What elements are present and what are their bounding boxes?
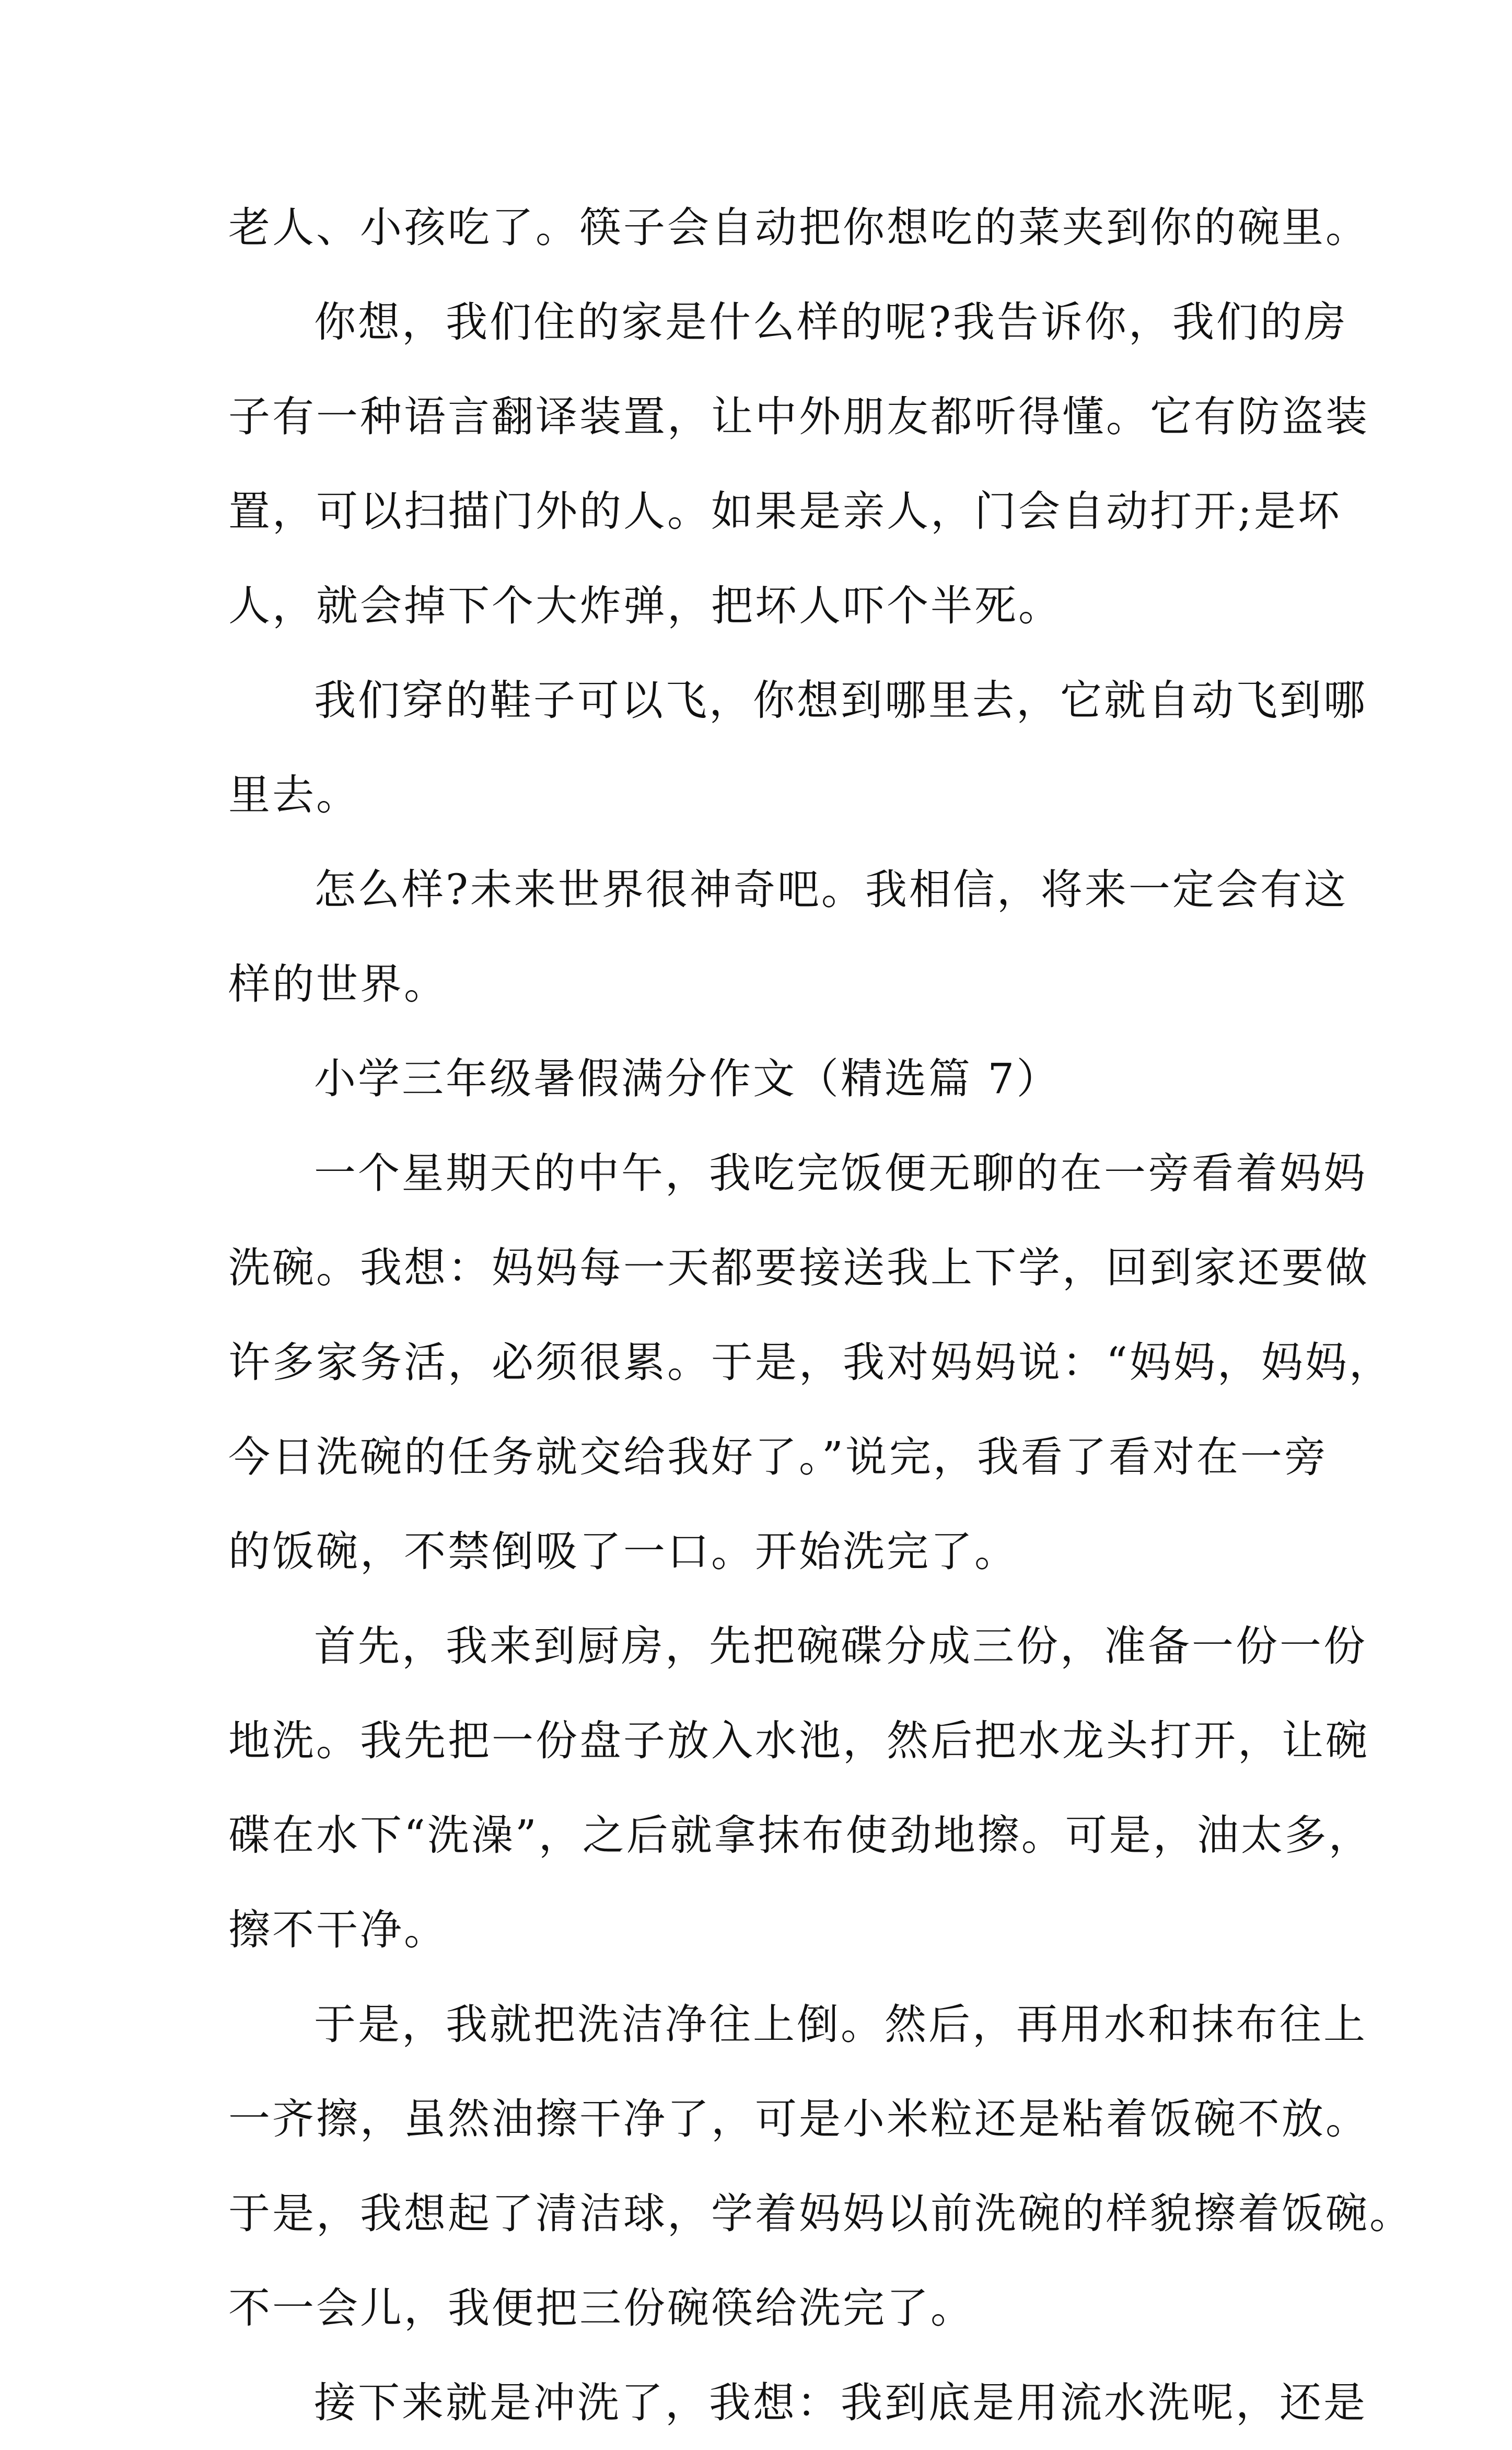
text-line: 的饭碗，不禁倒吸了一口。开始洗完了。 — [228, 1527, 1018, 1576]
text-line: 接下来就是冲洗了，我想：我到底是用流水洗呢，还是 — [314, 2378, 1367, 2427]
document-body — [228, 180, 1413, 2450]
text-line: 擦不干净。 — [228, 1906, 448, 1954]
text-line: 洗碗。我想：妈妈每一天都要接送我上下学，回到家还要做 — [228, 1244, 1369, 1292]
text-line: 你想，我们住的家是什么样的呢?我告诉你，我们的房 — [314, 298, 1348, 346]
section-heading: 小学三年级暑假满分作文（精选篇 7） — [314, 1054, 1061, 1103]
text-line: 人，就会掉下个大炸弹，把坏人吓个半死。 — [228, 582, 1062, 630]
text-line: 里去。 — [228, 771, 360, 819]
text-line: 置，可以扫描门外的人。如果是亲人，门会自动打开;是坏 — [228, 487, 1342, 536]
text-line: 不一会儿，我便把三份碗筷给洗完了。 — [228, 2284, 974, 2332]
text-line: 于是，我想起了清洁球，学着妈妈以前洗碗的样貌擦着饭碗。 — [228, 2189, 1413, 2238]
text-line: 一个星期天的中午，我吃完饭便无聊的在一旁看着妈妈 — [314, 1149, 1367, 1198]
text-line: 许多家务活，必须很累。于是，我对妈妈说：“妈妈，妈妈， — [228, 1338, 1393, 1387]
text-line: 地洗。我先把一份盘子放入水池，然后把水龙头打开，让碗 — [228, 1716, 1369, 1765]
text-line: 子有一种语言翻译装置，让中外朋友都听得懂。它有防盗装 — [228, 392, 1369, 441]
text-line: 首先，我来到厨房，先把碗碟分成三份，准备一份一份 — [314, 1622, 1367, 1670]
text-line: 样的世界。 — [228, 960, 448, 1008]
text-line: 于是，我就把洗洁净往上倒。然后，再用水和抹布往上 — [314, 2000, 1367, 2049]
text-line: 我们穿的鞋子可以飞，你想到哪里去，它就自动飞到哪 — [314, 676, 1367, 725]
text-line: 一齐擦，虽然油擦干净了，可是小米粒还是粘着饭碗不放。 — [228, 2095, 1369, 2143]
text-line: 老人、小孩吃了。筷子会自动把你想吃的菜夹到你的碗里。 — [228, 203, 1369, 252]
text-line: 怎么样?未来世界很神奇吧。我相信，将来一定会有这 — [314, 865, 1348, 914]
text-line: 今日洗碗的任务就交给我好了。”说完，我看了看对在一旁 — [228, 1433, 1328, 1481]
text-line: 碟在水下“洗澡”，之后就拿抹布使劲地擦。可是，油太多， — [228, 1811, 1373, 1860]
